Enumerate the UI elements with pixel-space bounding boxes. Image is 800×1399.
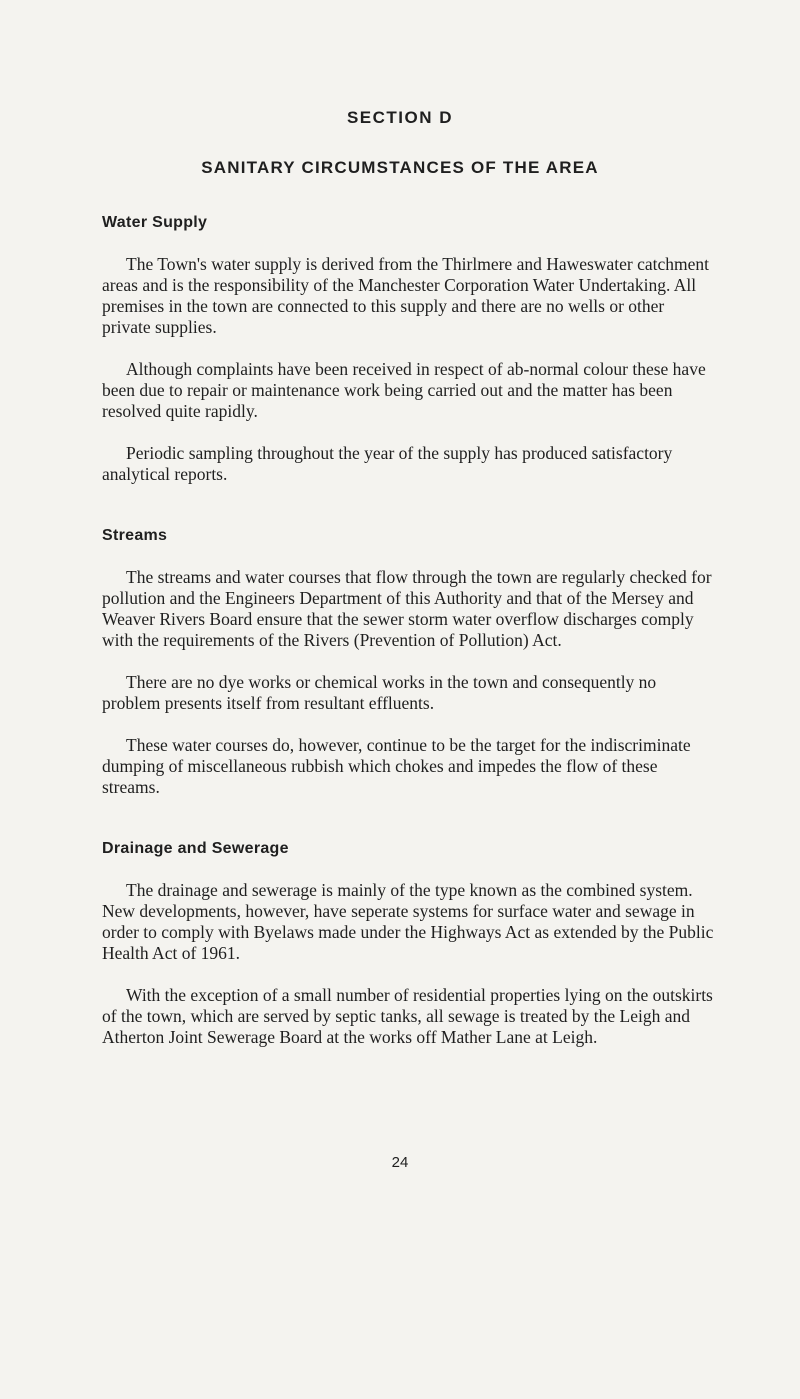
water-supply-paragraph-2: Although complaints have been received in respect of ab-normal colour these have been due to repair or maintenance work being carried out and the matter has been resolved quite rapidly. — [102, 359, 706, 421]
section-subtitle: SANITARY CIRCUMSTANCES OF THE AREA — [201, 158, 599, 177]
section-title: SECTION D — [346, 108, 454, 127]
streams-paragraph-1: The streams and water courses that flow through the town are regularly checked for pollution and the Engineers Department of this Authority and that of the Mersey and Weaver Rivers Board ensure that the sewer storm water overflow discharges comply with the requirements of the Rivers (Prevention of Pollution) Act. — [102, 567, 712, 650]
streams-heading: Streams — [102, 527, 168, 544]
streams-section — [102, 527, 714, 798]
water-supply-section — [102, 214, 714, 485]
water-supply-heading: Water Supply — [102, 214, 208, 231]
page-number: 24 — [391, 1154, 409, 1171]
drainage-section — [102, 840, 714, 1048]
water-supply-paragraph-3: Periodic sampling throughout the year of the supply has produced satisfactory analytical reports. — [102, 443, 673, 484]
water-supply-paragraph-1: The Town's water supply is derived from the Thirlmere and Haweswater catchment areas and is the responsibility of the Manchester Corporation Water Undertaking. All premises in the town are connected to this supply and there are no wells or other private supplies. — [102, 254, 709, 337]
document-body — [102, 214, 714, 1048]
drainage-paragraph-1: The drainage and sewerage is mainly of the type known as the combined system. New developments, however, have seperate systems for surface water and sewage in order to comply with Byelaws made under the Highways Act as extended by the Public Health Act of 1961. — [102, 880, 714, 963]
streams-paragraph-3: These water courses do, however, continue to be the target for the indiscriminate dumping of miscellaneous rubbish which chokes and impedes the flow of these streams. — [102, 735, 691, 797]
drainage-paragraph-2: With the exception of a small number of residential properties lying on the outskirts of the town, which are served by septic tanks, all sewage is treated by the Leigh and Atherton Joint Sewerage Board at the works off Mather Lane at Leigh. — [102, 985, 713, 1047]
drainage-heading: Drainage and Sewerage — [102, 840, 289, 857]
streams-paragraph-2: There are no dye works or chemical works in the town and consequently no problem presents itself from resultant effluents. — [102, 672, 657, 713]
